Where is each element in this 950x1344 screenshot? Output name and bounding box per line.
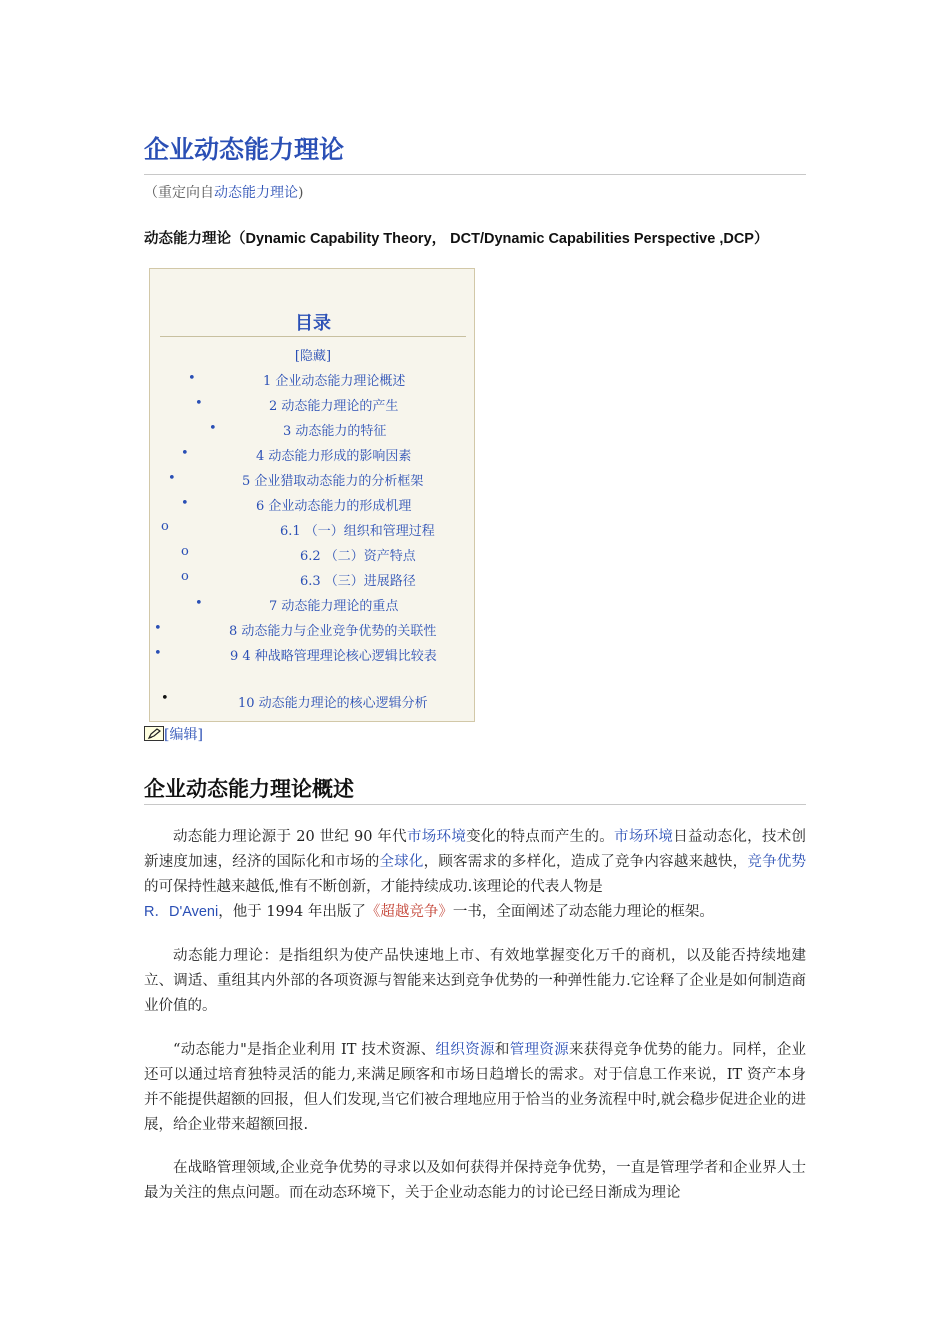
redirect-prefix: （重定向自 [144,185,214,201]
section-title: 企业动态能力理论概述 [144,772,806,805]
text-span: 日益动态化，技术创新速度加速，经济的国际化和市场的 [144,829,807,870]
text-span: 动态能力理论源于 20 世纪 90 年代 [173,829,407,845]
toc-subbullet: o [161,519,169,534]
toc-item-6[interactable]: 6 企业动态能力的形成机理 [256,499,412,514]
edit-link[interactable]: [编辑] [164,727,203,743]
text-span: 变化的特点而产生的。 [466,829,615,845]
toc-bullet: • [195,596,203,611]
toc-title: 目录 [160,309,466,337]
paragraph-4: 在战略管理领域,企业竞争优势的寻求以及如何获得并保持竞争优势，一直是管理学者和企业界人士最为关注的焦点问题。而在动态环境下，关于企业动态能力的讨论已经日渐成为理论 [144,1160,806,1201]
toc-item-6-1[interactable]: 6.1 （一）组织和管理过程 [280,524,435,539]
edit-row [144,724,203,744]
link-market-environment-2[interactable]: 市场环境 [614,829,674,845]
toc-bullet: • [195,396,203,411]
text-span: “动态能力"是指企业利用 IT 技术资源、 [173,1042,436,1058]
text-span: 的可保持性越来越低,惟有不断创新，才能持续成功.该理论的代表人物是 [144,879,603,895]
toc-item-6-3[interactable]: 6.3 （三）进展路径 [300,574,416,589]
redirect-note [144,182,303,202]
toc-item-5[interactable]: 5 企业猎取动态能力的分析框架 [242,474,424,489]
text-span: ，顾客需求的多样化，造成了竞争内容越来越快， [423,854,748,870]
paragraph-2: 动态能力理论：是指组织为使产品快速地上市、有效地掌握变化万千的商机，以及能否持续地建立、调适、重组其内外部的各项资源与智能来达到竞争优势的一种弹性能力.它诠释了企业是如何制造商业价值的。 [144,948,806,1014]
toc-bullet: • [188,371,196,386]
toc-subbullet: o [181,544,189,559]
toc-hide-toggle[interactable] [150,345,476,364]
link-organizational-resources[interactable]: 组织资源 [435,1042,495,1058]
toc-item-6-2[interactable]: 6.2 （二）资产特点 [300,549,416,564]
toc-item-9[interactable]: 9 4 种战略管理理论核心逻辑比较表 [230,649,437,664]
text-span: 一书，全面阐述了动态能力理论的框架。 [452,904,714,920]
toc-bullet: • [161,691,169,706]
link-market-environment[interactable]: 市场环境 [406,829,467,845]
link-daveni[interactable]: R．D'Aveni [144,904,219,920]
toc-item-8[interactable]: 8 动态能力与企业竞争优势的关联性 [229,624,437,639]
redirect-suffix: ) [298,185,304,201]
table-of-contents [149,268,475,722]
definition-line: 动态能力理论（Dynamic Capability Theory， DCT/Dynamic Capabilities Perspective ,DCP） [144,231,769,247]
page-title: 企业动态能力理论 [144,130,806,175]
link-competitive-advantage[interactable]: 竞争优势 [747,854,807,870]
toc-item-7[interactable]: 7 动态能力理论的重点 [269,599,399,614]
toc-bullet: • [154,621,162,636]
paragraph-1 [144,825,806,925]
toc-item-2[interactable]: 2 动态能力理论的产生 [269,399,399,414]
paragraph-3 [144,1038,806,1138]
toc-item-4[interactable]: 4 动态能力形成的影响因素 [256,449,412,464]
toc-item-1[interactable]: 1 企业动态能力理论概述 [263,374,406,389]
toc-bullet: • [168,471,176,486]
text-span: ，他于 1994 年出版了 [218,904,366,920]
text-span: 来获得竞争优势的能力。同样，企业还可以通过培育独特灵活的能力,来满足顾客和市场日趋增长的需求。对于信息工作来说，IT 资产本身并不能提供超额的回报，但人们发现,当它们被合理地应用于恰当的业务流程中时,就会稳步促进企业的进展，给企业带来超额回报. [144,1042,807,1133]
toc-bullet: • [154,646,162,661]
toc-item-3[interactable]: 3 动态能力的特征 [283,424,387,439]
edit-pencil-icon[interactable] [144,726,164,741]
toc-bullet: • [181,496,189,511]
text-span: 和 [494,1042,510,1058]
toc-item-10[interactable]: 10 动态能力理论的核心逻辑分析 [238,696,428,711]
toc-bullet: • [181,446,189,461]
link-globalization[interactable]: 全球化 [379,854,424,870]
redirect-link[interactable]: 动态能力理论 [214,185,298,201]
toc-subbullet: o [181,569,189,584]
link-management-resources[interactable]: 管理资源 [509,1042,570,1058]
link-hypercompetition[interactable]: 《超越竞争》 [365,904,453,920]
toc-bullet: • [209,421,217,436]
toc-hide-link[interactable]: [隐藏] [294,349,332,364]
